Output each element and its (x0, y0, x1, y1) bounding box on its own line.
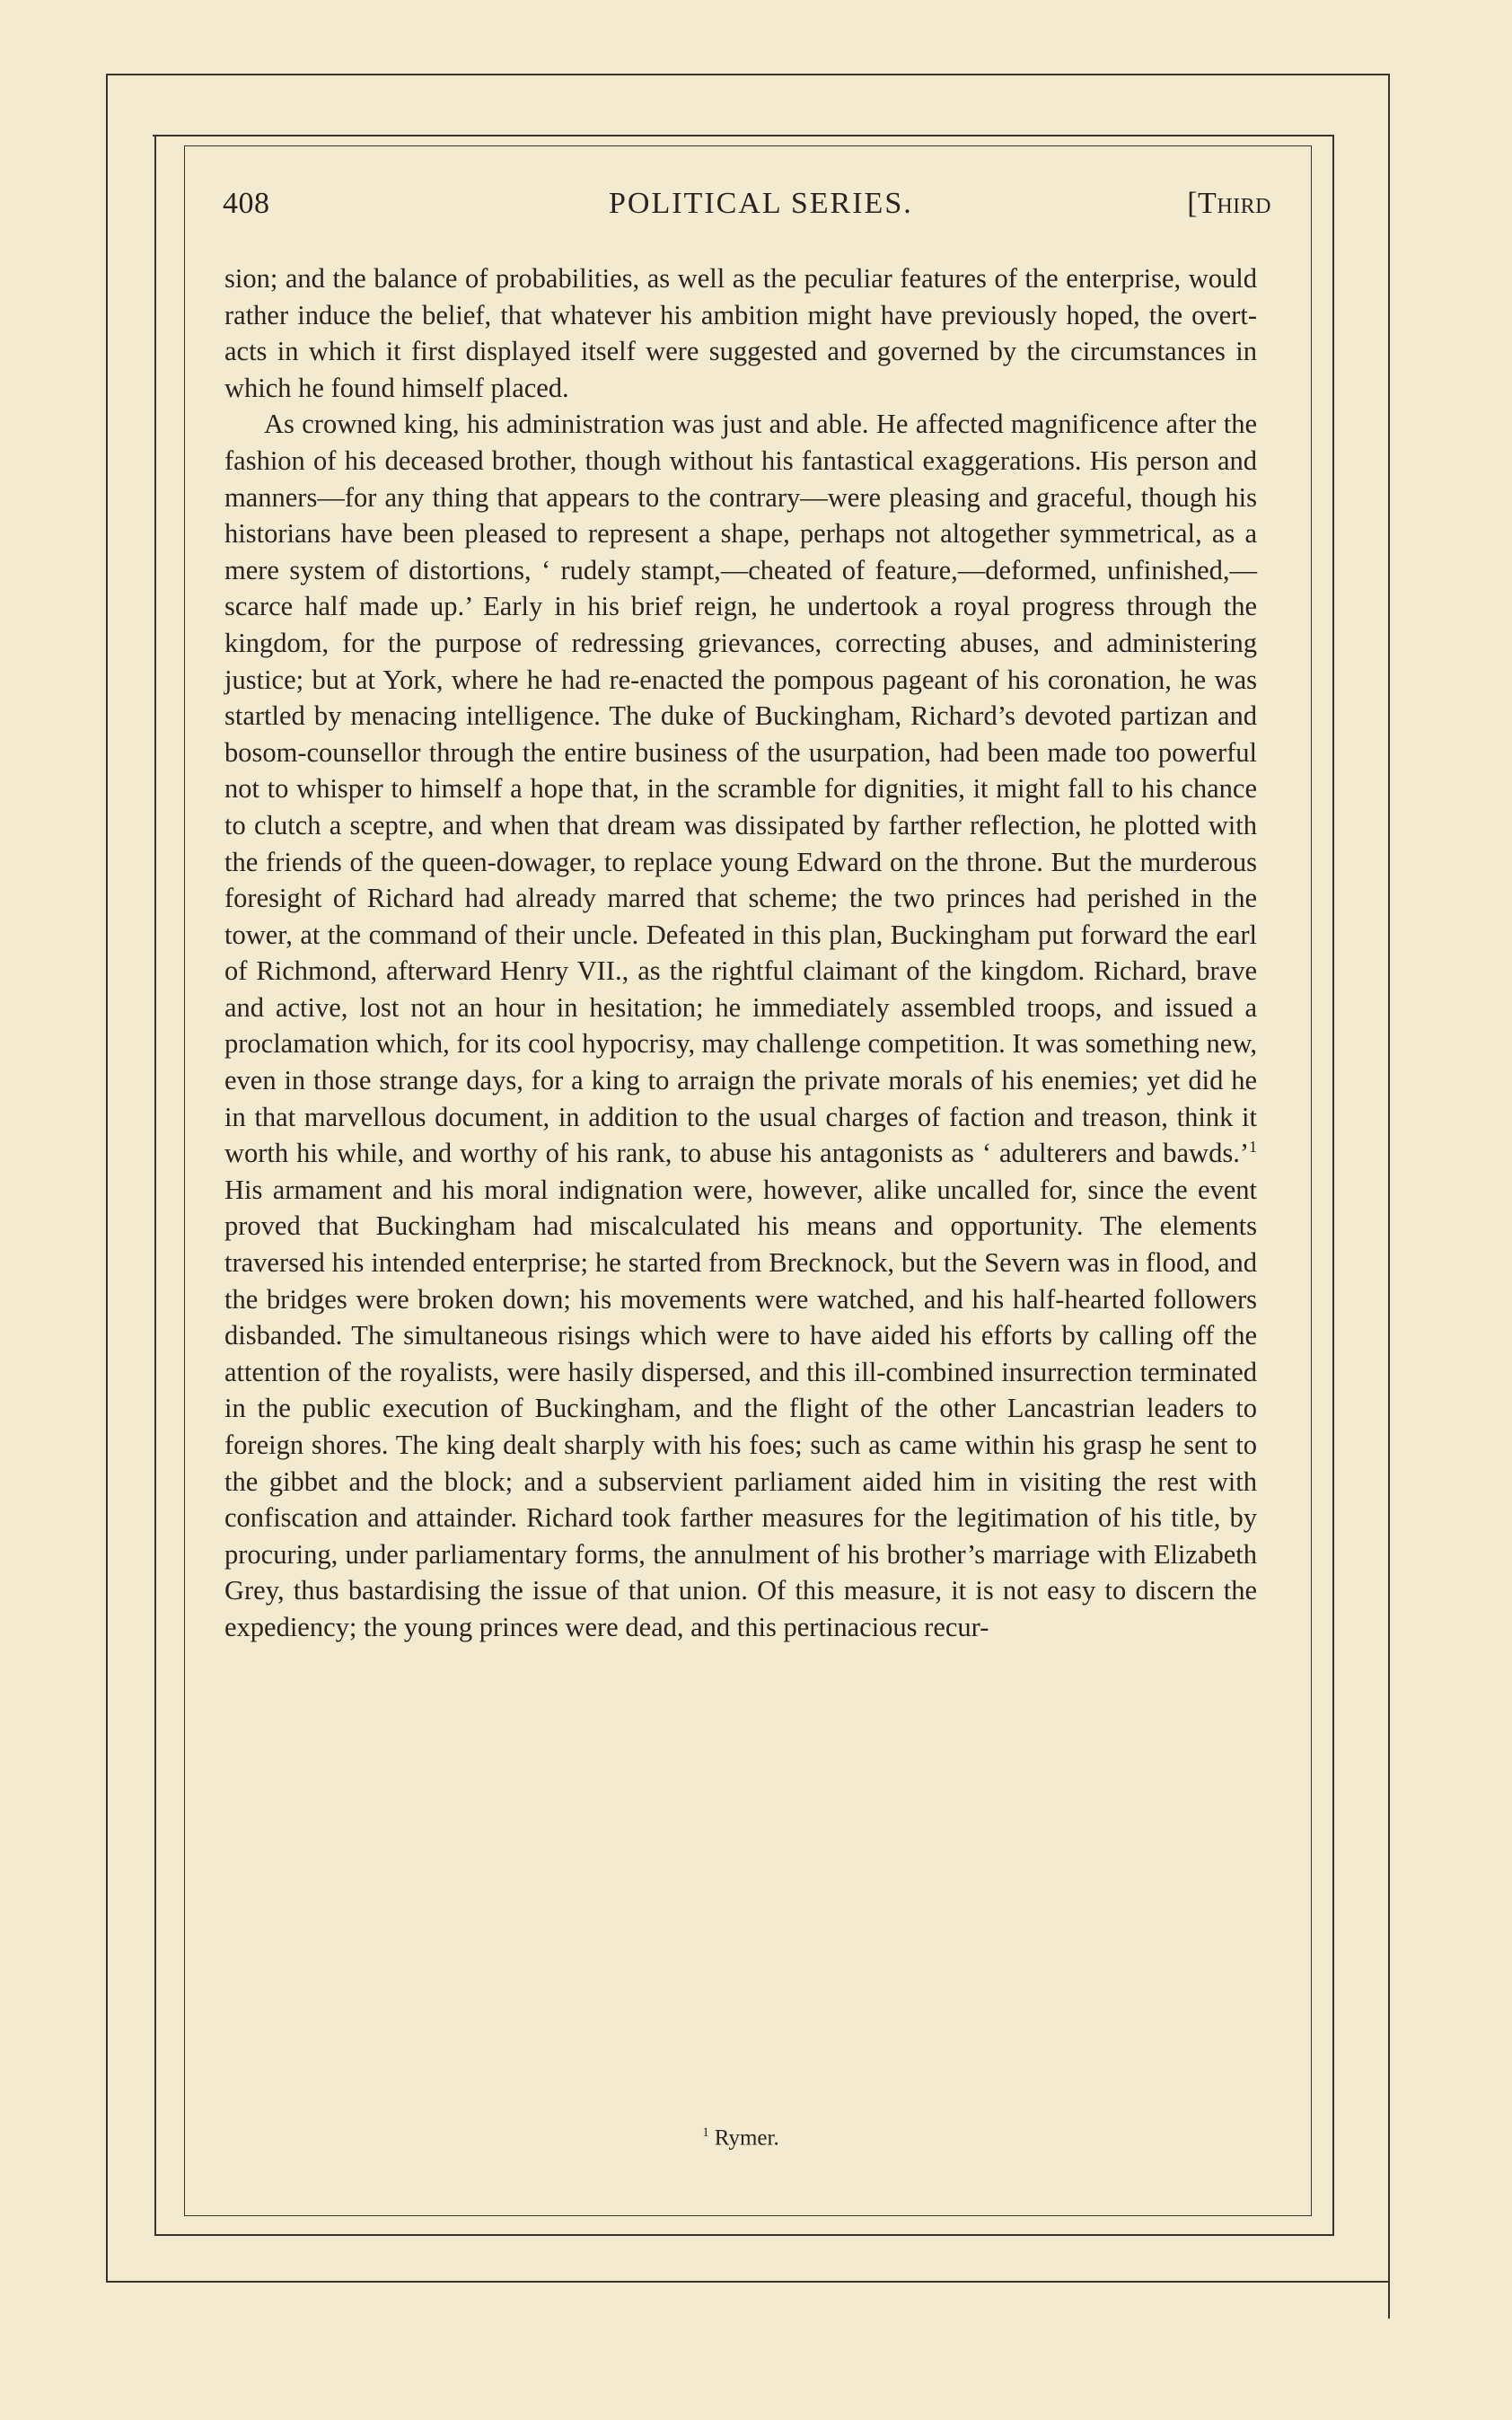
outer-border-bottom (106, 2281, 1390, 2283)
frame-rule-right (1332, 135, 1334, 2236)
footnote-marker: 1 (1249, 1138, 1257, 1157)
outer-border-left (106, 74, 108, 2283)
body-text (224, 260, 1257, 1646)
outer-border-top (108, 74, 1390, 75)
frame-rule-bottom (154, 2234, 1334, 2236)
paragraph-text: As crowned king, his administration was just and able. He affected magnificence after the fashion of his deceased brother, though without his fantastical exaggerations. His person and manners—for any thing that appears to the contrary—were pleasing and graceful, though his historians have been pleased to represent a shape, perhaps not altogether symmetrical, as a mere system of distortions, ‘ rudely stampt,—cheated of feature,—deformed, unfinished,—scarce half made up.’ Early in his brief reign, he undertook a royal progress through the kingdom, for the purpose of redressing grievances, correcting abuses, and administering justice; but at York, where he had re-enacted the pompous pageant of his coronation, he was startled by menacing intelligence. The duke of Buckingham, Richard’s devoted partizan and bosom-counsellor through the entire business of the usurpation, had been made too powerful not to whisper to himself a hope that, in the scramble for dignities, it might fall to his chance to clutch a sceptre, and when that dream was dissipated by farther reflection, he plotted with the friends of the queen-dowager, to replace young Edward on the throne. But the murderous foresight of Richard had already marred that scheme; the two princes had perished in the tower, at the command of their uncle. Defeated in this plan, Buckingham put forward the earl of Richmond, afterward Henry VII., as the rightful claimant of the kingdom. Richard, brave and active, lost not an hour in hesitation; he immediately assembled troops, and issued a proclamation which, for its cool hypocrisy, may challenge competition. It was something new, even in those strange days, for a king to arraign the private morals of his enemies; yet did he in that marvellous document, in addition to the usual charges of faction and treason, think it worth his while, and worthy of his rank, to abuse his antagonists as ‘ adulterers and bawds.’ (224, 409, 1257, 1169)
frame-rule-top (153, 135, 1334, 136)
outer-border-right (1388, 74, 1390, 2319)
paragraph (224, 406, 1257, 1645)
section-label: [Third (1187, 187, 1271, 220)
frame-rule-left-inner (184, 145, 185, 2215)
footnote-number: 1 (702, 2125, 709, 2140)
page-header (223, 187, 1271, 233)
page-number: 408 (223, 187, 270, 220)
paragraph-text: His armament and his moral indignation were, however, alike uncalled for, since the event proved that Buckingham had miscalculated his means and opportunity. The elements traversed his intended enterprise; he started from Brecknock, but the Severn was in flood, and the bridges were broken down; his movements were watched, and his half-hearted followers disbanded. The simultaneous risings which were to have aided his efforts by calling off the attention of the royalists, were hasily dispersed, and this ill-combined insurrection terminated in the public execution of Buckingham, and the flight of the other Lancastrian leaders to foreign shores. The king dealt sharply with his foes; such as came within his grasp he sent to the gibbet and the block; and a subservient parliament aided him in visiting the rest with confiscation and attainder. Richard took farther measures for the legitimation of his title, by procuring, under parliamentary forms, the annulment of his brother’s marriage with Elizabeth Grey, thus bastardising the issue of that union. Of this measure, it is not easy to discern the expediency; the young princes were dead, and this pertinacious recur- (224, 1174, 1257, 1642)
footnote-text: Rymer. (714, 2125, 779, 2151)
frame-rule-left (154, 135, 156, 2236)
running-head: POLITICAL SERIES. (609, 187, 913, 220)
footnote (224, 2125, 1257, 2151)
frame-rule-right-inner (1311, 145, 1312, 2215)
frame-rule-top-inner (184, 145, 1312, 146)
frame-rule-bottom-inner (184, 2215, 1312, 2216)
paragraph: sion; and the balance of probabilities, as well as the peculiar features of the enterprise, would rather induce the belief, that whatever his ambition might have previously hoped, the overt-acts in which it first displayed itself were suggested and governed by the circumstances in which he found himself placed. (224, 263, 1257, 403)
